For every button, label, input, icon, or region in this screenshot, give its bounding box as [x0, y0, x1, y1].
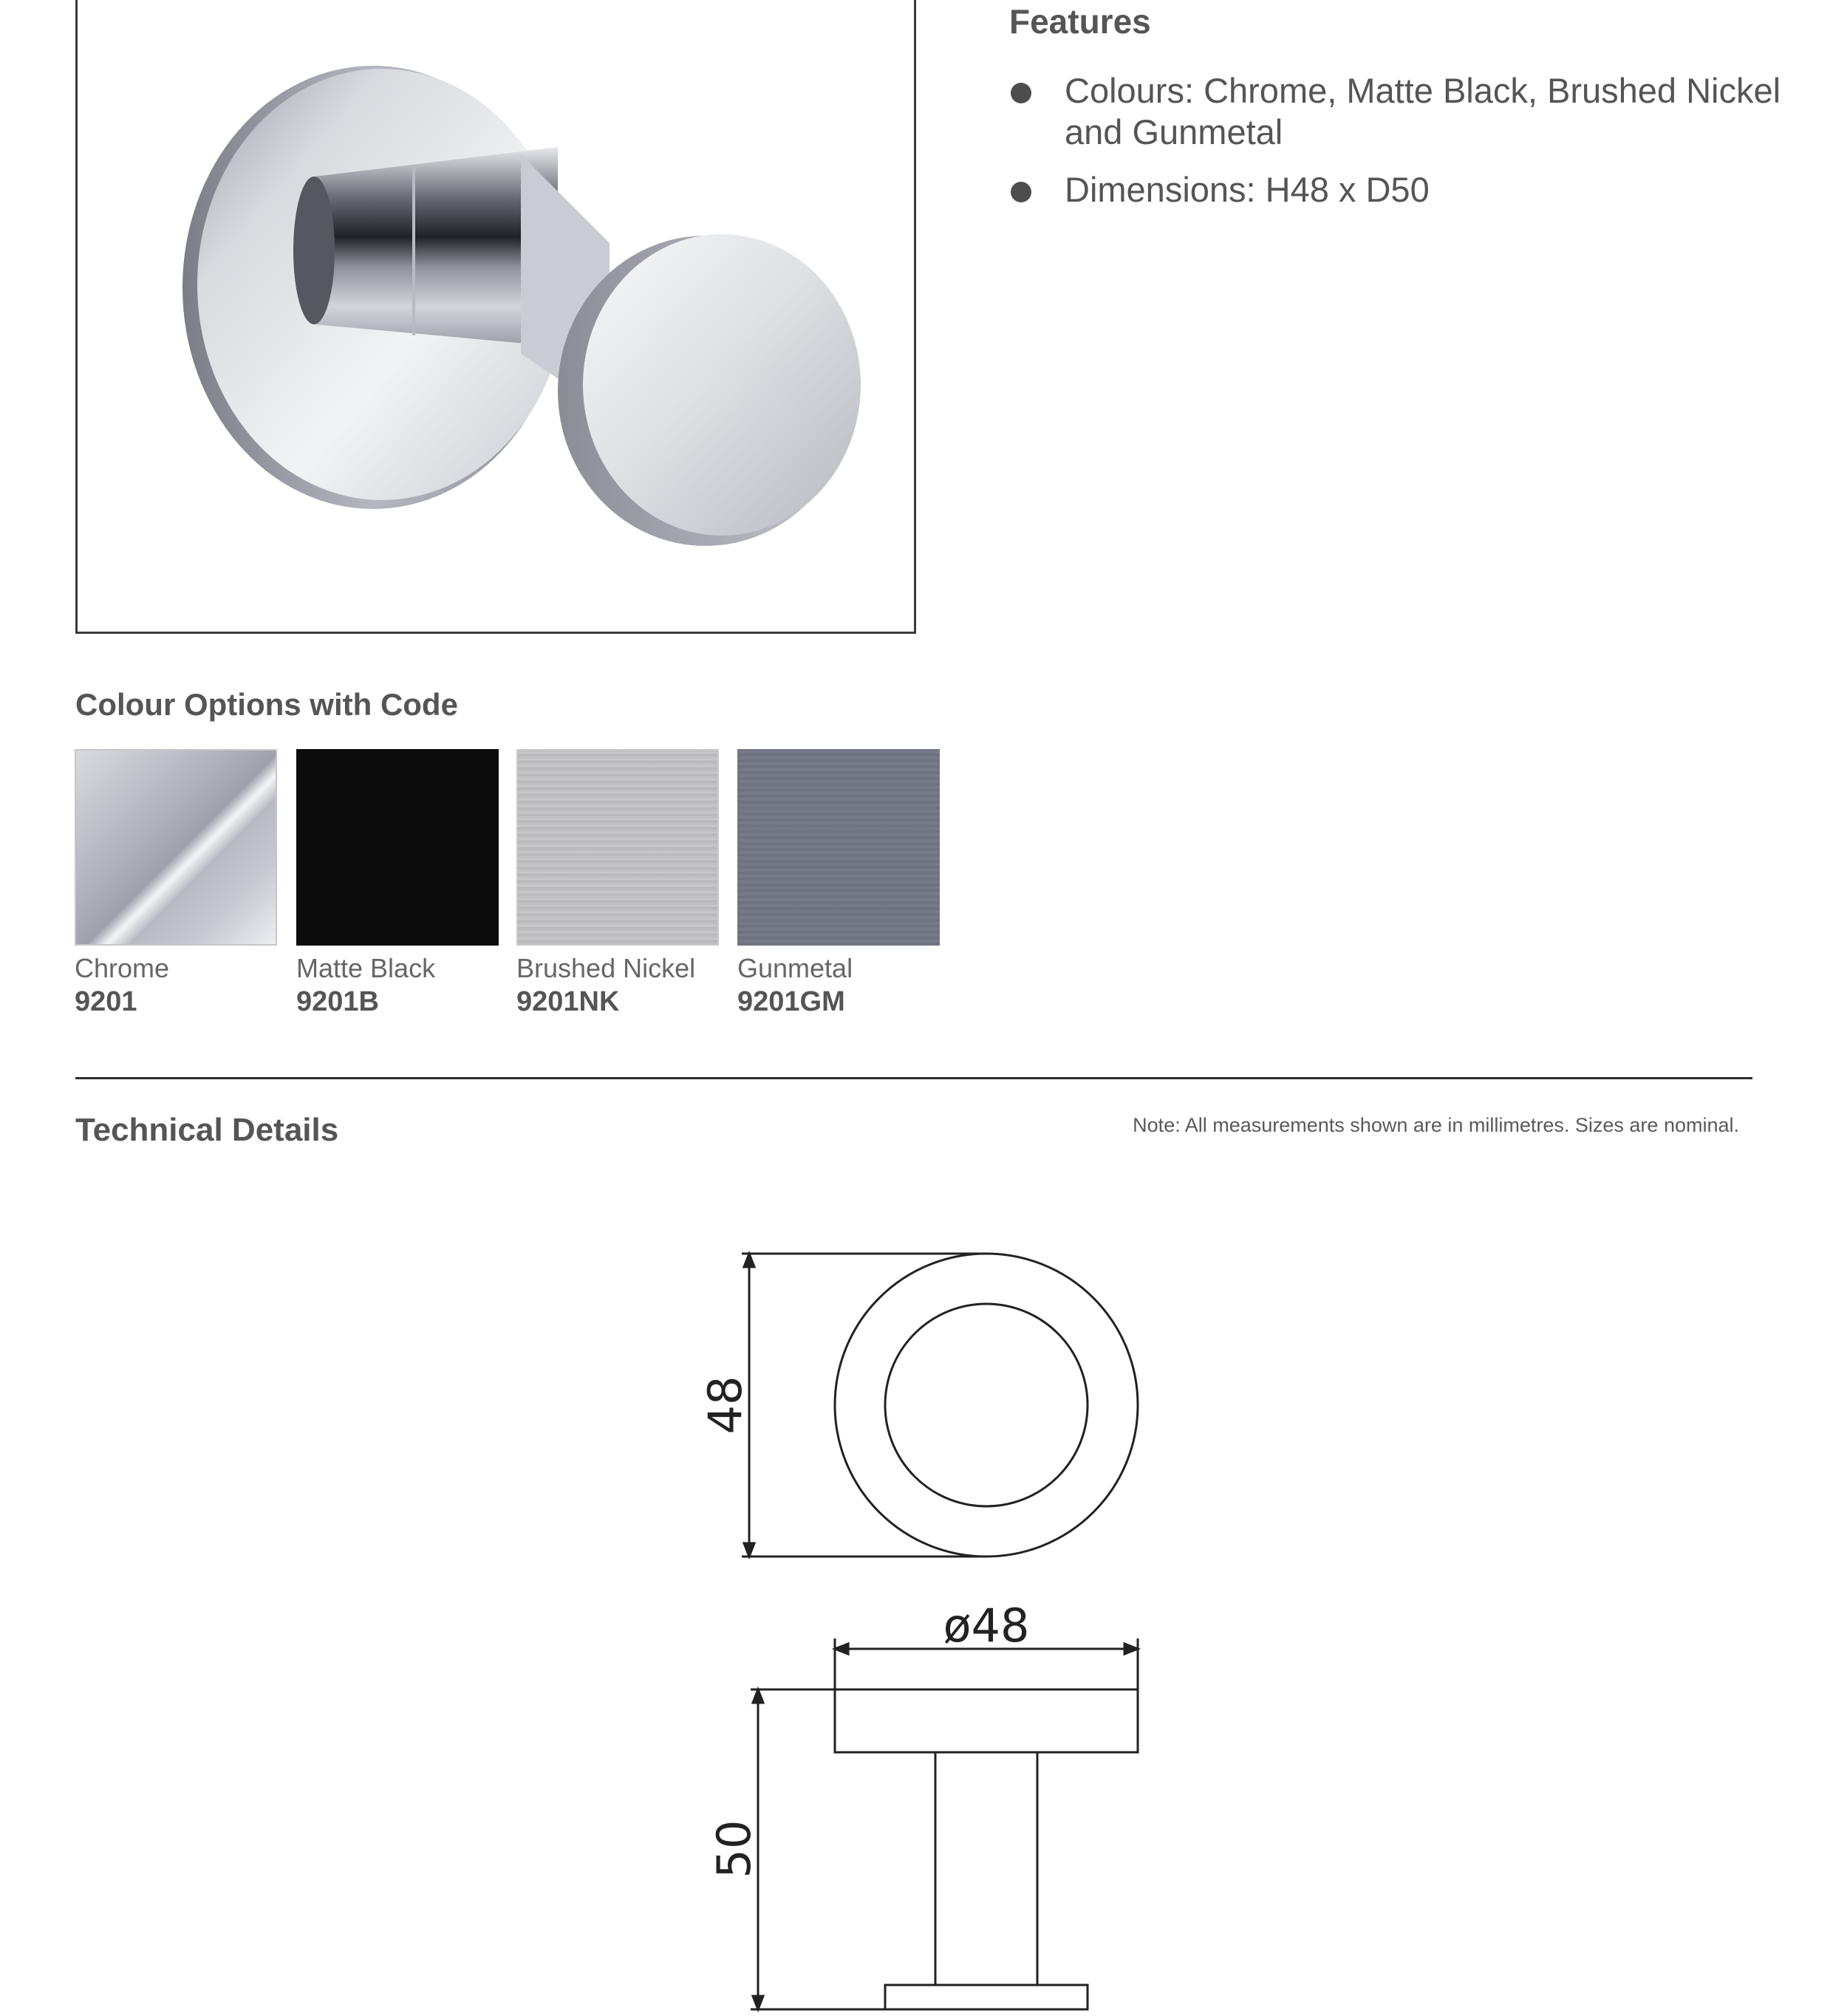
dim-height-label: 48: [698, 1376, 752, 1435]
outer-circle: [835, 1254, 1138, 1557]
dim-depth-label: 50: [707, 1819, 761, 1879]
measurement-note: Note: All measurements shown are in millimetres. Sizes are nominal.: [1133, 1114, 1739, 1136]
swatch-name: Gunmetal: [737, 953, 853, 983]
swatch-code: 9201GM: [737, 986, 845, 1017]
dim-diameter-label: ø48: [943, 1599, 1030, 1653]
swatch-code: 9201: [75, 986, 137, 1017]
swatch-name: Chrome: [75, 953, 170, 983]
swatch-code: 9201NK: [516, 986, 620, 1017]
hook-post: [935, 1752, 1037, 1985]
feature-text: Colours: Chrome, Matte Black, Brushed Nickel and Gunmetal: [1065, 71, 1781, 151]
swatch-code: 9201B: [296, 986, 379, 1017]
colour-options-heading: Colour Options with Code: [75, 687, 458, 722]
technical-details-heading: Technical Details: [75, 1112, 339, 1148]
swatch-name: Matte Black: [296, 953, 436, 983]
swatch-name: Brushed Nickel: [516, 953, 696, 983]
hook-cap: [835, 1689, 1138, 1752]
hook-base: [885, 1985, 1088, 2009]
features-heading: Features: [1009, 2, 1151, 41]
inner-circle: [885, 1304, 1088, 1506]
feature-text: Dimensions: H48 x D50: [1065, 170, 1430, 209]
